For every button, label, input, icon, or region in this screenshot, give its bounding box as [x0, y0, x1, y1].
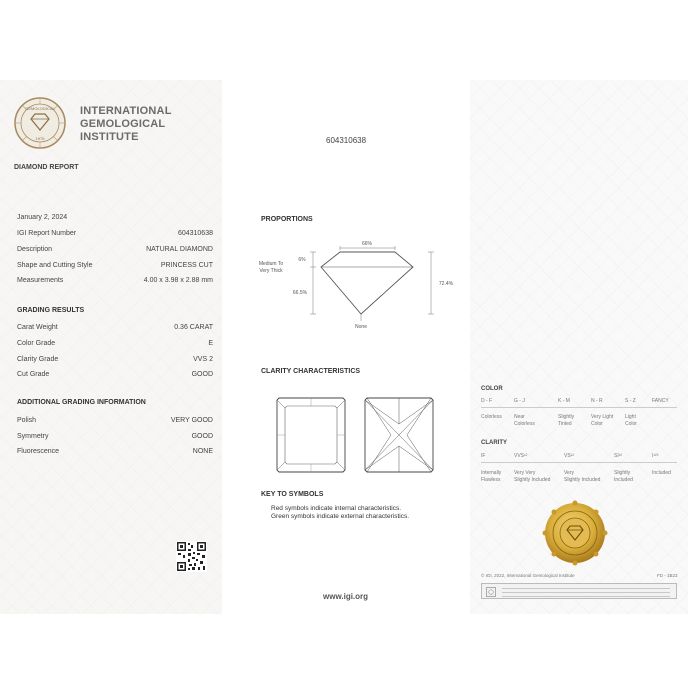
additional-value: VERY GOOD — [170, 417, 213, 424]
detail-value: 4.00 x 3.98 x 2.88 mm — [143, 277, 213, 284]
report-number: 604310638 — [326, 136, 367, 145]
clarity-plot-bottom-view — [363, 396, 435, 474]
clarity-description-line: Slightly Included — [514, 477, 551, 483]
copyright-notice: © IGI, 2022, International Gemological Institute — [481, 573, 575, 578]
color-grade: FANCY — [652, 398, 669, 404]
additional-label: Fluorescence — [17, 448, 60, 455]
color-description-line: Tinted — [558, 421, 572, 427]
clarity-description-line: Internally — [481, 470, 502, 476]
clarity-description-line: Slightly Included — [564, 477, 601, 483]
color-scale-heading: COLOR — [481, 386, 503, 392]
detail-value: NATURAL DIAMOND — [146, 246, 213, 253]
color-grade: N - R — [591, 398, 603, 404]
color-description-line: Very Light — [591, 414, 614, 420]
key-to-symbols-heading: KEY TO SYMBOLS — [261, 491, 324, 498]
logo-year: 1975 — [35, 136, 45, 141]
grading-value: VVS 2 — [193, 356, 213, 363]
key-internal-note: Red symbols indicate internal characteristics. — [271, 505, 402, 512]
crown-percent: 6% — [298, 257, 306, 263]
table-percent: 66% — [361, 241, 373, 247]
institute-name-line: INTERNATIONAL — [80, 105, 172, 117]
clarity-grade: VS¹² — [564, 453, 574, 459]
institute-name-line: INSTITUTE — [80, 131, 139, 143]
clarity-description — [564, 470, 600, 484]
additional-value: GOOD — [191, 433, 213, 440]
color-description — [625, 414, 637, 428]
report-date — [17, 214, 213, 221]
color-grade: D - F — [481, 398, 493, 404]
divider — [481, 462, 677, 463]
color-description — [558, 414, 574, 428]
pavilion-percent: 66.5% — [292, 290, 308, 296]
detail-row — [17, 246, 213, 253]
color-description — [481, 414, 502, 421]
grading-value: GOOD — [191, 371, 213, 378]
detail-row — [17, 262, 213, 269]
hologram-icon — [486, 587, 496, 597]
detail-row — [17, 230, 213, 237]
detail-label: Measurements — [17, 277, 64, 284]
institute-name — [80, 105, 172, 144]
color-description-line: Colorless — [481, 414, 502, 420]
grading-label: Clarity Grade — [17, 356, 59, 363]
additional-label: Polish — [17, 417, 37, 424]
logo-ring-text: GEMOLOGICAL — [25, 106, 55, 111]
additional-value: NONE — [192, 448, 213, 455]
clarity-description-line: Flawless — [481, 477, 501, 483]
detail-value: 604310638 — [177, 230, 213, 237]
clarity-grade: VVS¹² — [514, 453, 528, 459]
clarity-description — [652, 470, 671, 477]
grading-row — [17, 371, 213, 378]
color-grade: G - J — [514, 398, 525, 404]
additional-label: Symmetry — [17, 433, 49, 440]
clarity-grade: I¹²³ — [652, 453, 659, 459]
clarity-grade: SI¹² — [614, 453, 623, 459]
detail-label: IGI Report Number — [17, 230, 77, 237]
clarity-description — [481, 470, 501, 484]
fine-print-line — [502, 596, 670, 597]
grading-row — [17, 356, 213, 363]
website-link[interactable]: www.igi.org — [323, 592, 369, 601]
girdle-label: Very Thick — [259, 268, 283, 274]
color-description-line: Colorless — [514, 421, 535, 427]
clarity-characteristics-heading: CLARITY CHARACTERISTICS — [261, 368, 361, 375]
detail-label: Shape and Cutting Style — [17, 262, 93, 269]
culet-label: None — [355, 324, 367, 330]
qr-code-icon[interactable] — [176, 541, 207, 572]
grading-label: Carat Weight — [17, 324, 58, 331]
clarity-scale-heading: CLARITY — [481, 440, 507, 446]
grading-label: Cut Grade — [17, 371, 50, 378]
divider — [481, 407, 677, 408]
key-external-note: Green symbols indicate external characteristics. — [271, 513, 410, 520]
grading-value: 0.36 CARAT — [174, 324, 213, 331]
additional-row — [17, 417, 213, 424]
color-description — [514, 414, 535, 428]
grading-value: E — [208, 340, 213, 347]
diamond-profile — [321, 252, 413, 314]
color-grade: K - M — [558, 398, 570, 404]
color-description-line: Light — [625, 414, 636, 420]
total-depth-percent: 72.4% — [438, 281, 454, 287]
detail-label: January 2, 2024 — [17, 214, 68, 221]
security-pattern — [0, 80, 222, 614]
fine-print-line — [502, 592, 670, 593]
proportions-diagram — [251, 240, 456, 335]
girdle-label: Medium To — [258, 261, 284, 267]
clarity-description-line: Included — [614, 477, 633, 483]
proportions-heading: PROPORTIONS — [261, 216, 313, 223]
form-code: FD - 1B23 — [657, 573, 678, 578]
report-title: DIAMOND REPORT — [14, 164, 79, 171]
fine-print-line — [502, 588, 670, 589]
color-grade: S - Z — [625, 398, 636, 404]
color-description — [591, 414, 613, 428]
additional-info-heading: ADDITIONAL GRADING INFORMATION — [17, 399, 146, 406]
detail-value: PRINCESS CUT — [160, 262, 213, 269]
detail-label: Description — [17, 246, 53, 253]
clarity-description-line: Included — [652, 470, 671, 476]
grading-row — [17, 340, 213, 347]
clarity-grade: IF — [481, 453, 486, 459]
clarity-description-line: Slightly — [614, 470, 631, 476]
detail-row — [17, 277, 213, 284]
clarity-description-line: Very Very — [514, 470, 536, 476]
diagram-panel — [233, 80, 470, 614]
grading-scales-panel — [470, 80, 688, 614]
color-description-line: Near — [514, 414, 525, 420]
color-description-line: Color — [591, 421, 603, 427]
institute-name-line: GEMOLOGICAL — [80, 118, 166, 130]
additional-row — [17, 433, 213, 440]
clarity-description-line: Very — [564, 470, 575, 476]
grading-label: Color Grade — [17, 340, 56, 347]
report-info-panel — [0, 80, 222, 614]
fine-print-strip — [481, 583, 677, 599]
additional-row — [17, 448, 213, 455]
color-description-line: Slightly — [558, 414, 575, 420]
igi-logo-icon — [14, 97, 66, 149]
grading-row — [17, 324, 213, 331]
gold-seal-icon — [542, 500, 608, 566]
color-description-line: Color — [625, 421, 637, 427]
grading-results-heading: GRADING RESULTS — [17, 307, 85, 314]
clarity-description — [614, 470, 633, 484]
clarity-description — [514, 470, 550, 484]
clarity-plot-top-view — [275, 396, 347, 474]
